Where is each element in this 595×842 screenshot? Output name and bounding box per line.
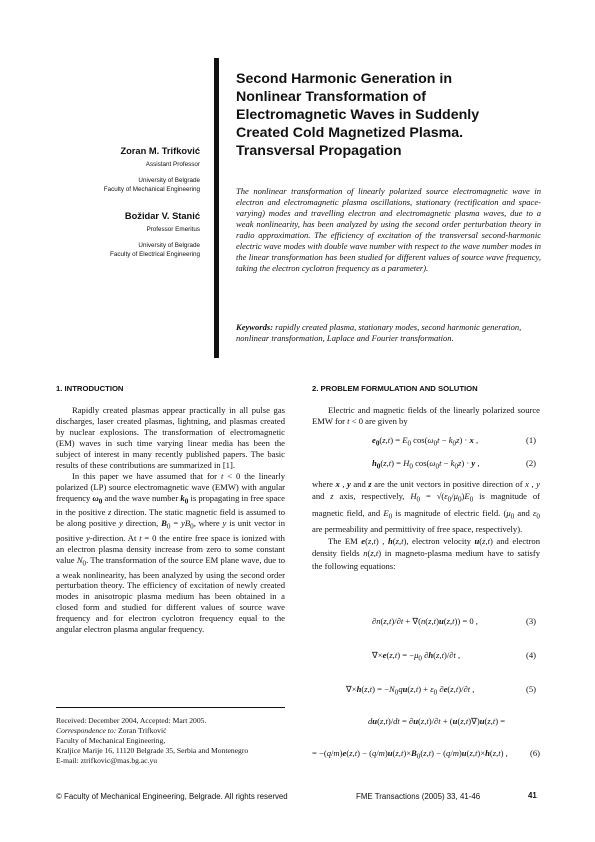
paragraph: Rapidly created plasmas appear practically in all pulse gas discharges, laser created plasmas, lightning, and plasmas created by nuclear explosions. The transformation of electromagnetic (EM) waves in such time varying linear media has been the subject of interest in many recently published papers. The basic results of these contributions are summarized in [1]. bbox=[56, 405, 285, 470]
author-affiliation: University of Belgrade bbox=[138, 242, 200, 250]
equation-6-line-1: du(z,t)/dt = ∂u(z,t)/∂t + (u(z,t)∇)u(z,t) = bbox=[368, 716, 506, 726]
equation-5: $\nabla\times h(z,t) = -N_0qu(z,t) + \varepsilon_0$ ∂e(z,t)/∂t , bbox=[346, 684, 475, 697]
title-line: Created Cold Magnetized Plasma. bbox=[236, 125, 464, 141]
section-heading-introduction: 1. INTRODUCTION bbox=[56, 384, 124, 393]
equation-number: (6) bbox=[530, 748, 541, 758]
paragraph: The EM e(z,t) , h(z,t), electron velocity u(z,t) and electron density fields n(z,t) in magneto-plasma medium have to satisfy the following equations: bbox=[312, 536, 540, 571]
keywords-label: Keywords: bbox=[236, 322, 274, 332]
footer-copyright: © Faculty of Mechanical Engineering, Belgrade. All rights reserved bbox=[56, 792, 288, 801]
paragraph: Electric and magnetic fields of the linearly polarized source EMW for t < 0 are given by bbox=[312, 405, 540, 426]
header-divider-bar bbox=[214, 58, 219, 358]
author-position: Professor Emeritus bbox=[146, 226, 200, 233]
author-block-1 bbox=[60, 145, 200, 194]
equation-2: $h_0(z,t) = H_0$ $\cos(\omega_0t - k_0z) \cdot y$ , bbox=[372, 458, 480, 471]
paragraph: where x , y and z are the unit vectors in positive direction of x , y and z axis, respectively, $H_0 = √(\varepsilon_0/\mu_0)E_0$ is magnitude of magnetic field, and $E_0$ is magnitude of electric field. ($\mu_0$ and $\varepsilon_0$ are permeability and permittivity of free space, respectively). bbox=[312, 479, 540, 534]
page-number: 41 bbox=[528, 791, 537, 800]
keywords-text: rapidly created plasma, stationary modes, second harmonic generation, nonlinear transformation, Laplace and Fourier transformation. bbox=[236, 322, 522, 343]
equation-number: (5) bbox=[526, 684, 537, 694]
equation-1: $e_0(z,t) = E_0$ $\cos(\omega_0t - k_0z) \cdot x$ , bbox=[372, 435, 479, 448]
title-line: Second Harmonic Generation in bbox=[236, 71, 453, 87]
correspondence: Correspondence to: Zoran Trifković bbox=[56, 726, 167, 736]
equation-6-line-2: = $-(q/m)e(z,t) - (q/m)u(z,t)\times B_0(z,t) - (q/m)u(z,t)\times h(z,t)$ , bbox=[312, 748, 508, 761]
footnote bbox=[56, 716, 316, 766]
footer-journal: FME Transactions (2005) 33, 41-46 bbox=[356, 792, 481, 801]
section-heading-problem-formulation: 2. PROBLEM FORMULATION AND SOLUTION bbox=[312, 384, 478, 393]
author-affiliation: Faculty of Electrical Engineering bbox=[110, 250, 200, 258]
author-position: Assistant Professor bbox=[145, 161, 200, 168]
equation-number: (1) bbox=[526, 435, 537, 445]
title-line: Electromagnetic Waves in Suddenly bbox=[236, 107, 480, 123]
received-date: Received: December 2004, Accepted: Mart 2005. bbox=[56, 716, 207, 725]
equation-number: (4) bbox=[526, 650, 537, 660]
equation-number: (3) bbox=[526, 616, 537, 626]
author-name: Božidar V. Stanić bbox=[124, 211, 200, 221]
abstract: The nonlinear transformation of linearly polarized source electromagnetic wave in electron and electromagnetic plasma oscillations, stationary (rectification and space-varying) modes and travelling electron and electromagnetic plasma waves, due to a weak nonlinearity, has been analyzed by using the second order perturbation theory in radio approximation. The efficiency of excitation of the transversal second-harmonic electric wave modes with double wave number with respect to the wave number modes in the linear transformation has been studied for different values of source wave frequency, taking the electron cyclotron frequency as a parameter). bbox=[236, 186, 541, 273]
section2-intro bbox=[312, 405, 540, 427]
section2-body bbox=[312, 478, 540, 572]
author-name: Zoran M. Trifković bbox=[120, 146, 200, 156]
title-line: Transversal Propagation bbox=[236, 143, 402, 159]
equation-number: (2) bbox=[526, 458, 537, 468]
footnote-divider bbox=[56, 707, 285, 708]
equation-4: $\nabla\times e(z,t) = -\mu_0$ ∂h(z,t)/∂t , bbox=[372, 650, 461, 663]
introduction-body bbox=[56, 405, 285, 635]
author-affiliation: University of Belgrade bbox=[138, 177, 200, 185]
keywords bbox=[236, 322, 541, 344]
address-line: Faculty of Mechanical Engineering, bbox=[56, 736, 166, 746]
author-block-2 bbox=[60, 210, 200, 259]
email-line: E-mail: ztrifkovic@mas.bg.ac.yu bbox=[56, 756, 158, 766]
title-line: Nonlinear Transformation of bbox=[236, 89, 426, 105]
equation-3: ∂n(z,t)/∂t + ∇(n(z,t)u(z,t)) = 0 , bbox=[372, 616, 478, 626]
author-affiliation: Faculty of Mechanical Engineering bbox=[103, 185, 200, 193]
paper-title bbox=[236, 70, 536, 160]
paragraph: In this paper we have assumed that for t < 0 the linearly polarized (LP) source electromagnetic wave (EMW) with angular frequency $\omega_0$ and the wave number $k_0$ is propagating in free space in the positive z direction. The static magnetic field is assumed to be along positive y direction, $B_0 = yB_0$, where y is unit vector in positive y-direction. At t = 0 the entire free space is ionized with an electron plasma density increase from zero to some constant value $N_0$. The transformation of the source EM plane wave, due to a weak nonlinearity, has been analyzed by using the second order perturbation theory. The efficiency of excitation of newly created modes in anisotropic plasma medium has been obtained in a closed form and studied for different values of source wave frequency and for electron cyclotron frequency equal to the angular electron plasma angular frequency. bbox=[56, 470, 286, 635]
address-line: Kraljice Marije 16, 11120 Belgrade 35, Serbia and Montenegro bbox=[56, 746, 249, 756]
